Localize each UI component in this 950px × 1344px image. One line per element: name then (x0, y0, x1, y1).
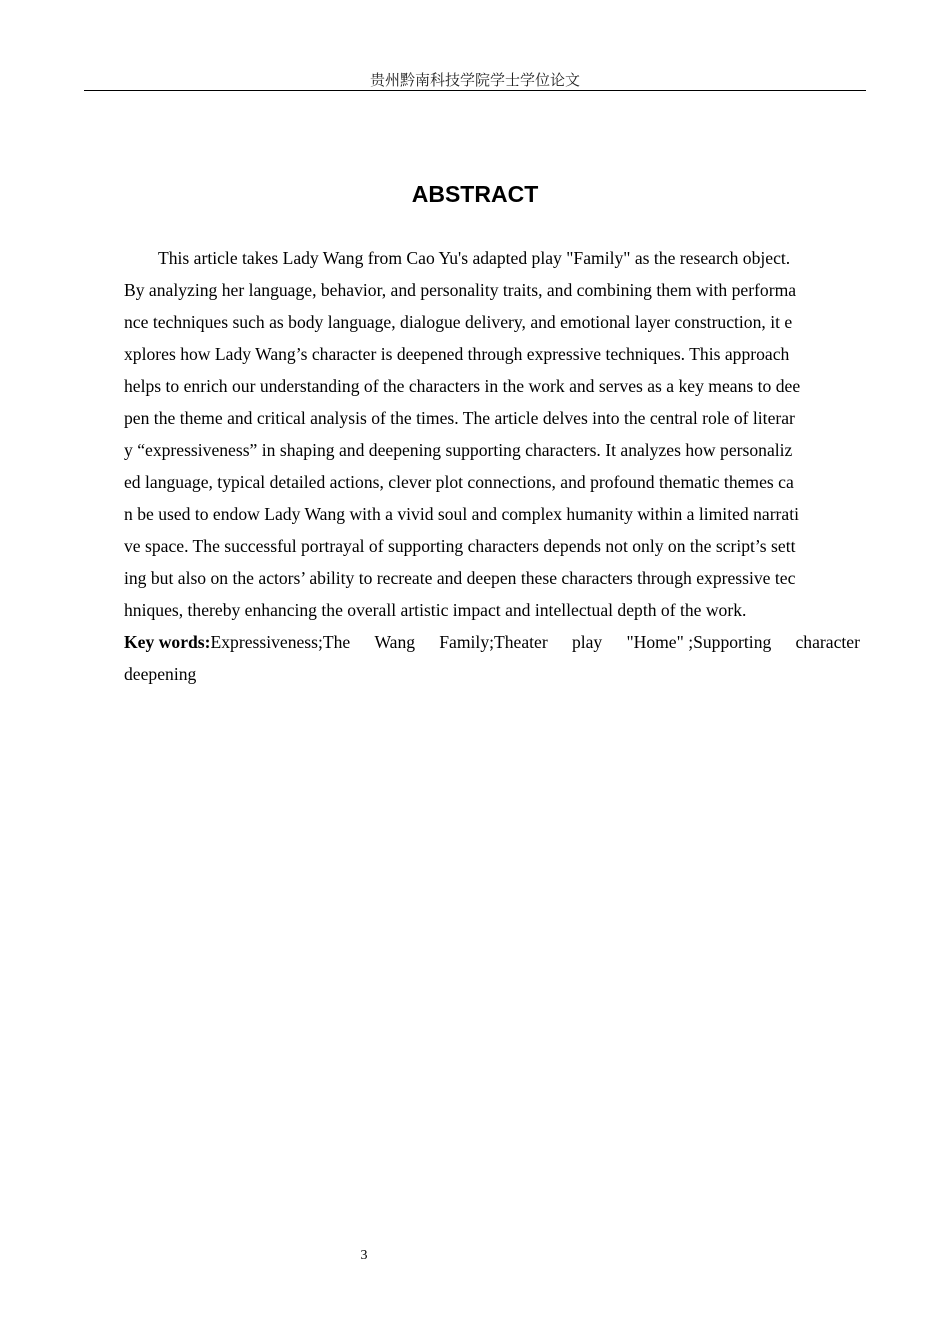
keywords-label: Key words: (124, 632, 211, 652)
keywords-continuation: deepening (124, 664, 197, 684)
abstract-line: nce techniques such as body language, dialogue delivery, and emotional layer construction, it e (124, 312, 793, 332)
keyword-word: play (571, 632, 603, 652)
abstract-line: n be used to endow Lady Wang with a vivid soul and complex humanity within a limited narrati (124, 504, 799, 524)
page-number: 3 (360, 1248, 368, 1263)
abstract-line: xplores how Lady Wang’s character is deepened through expressive techniques. This approach (124, 344, 790, 364)
keyword-word: Expressiveness;The (210, 632, 351, 652)
keyword-word: "Home" ;Supporting (626, 632, 772, 652)
keyword-word: Family;Theater (439, 632, 548, 652)
keywords-line (124, 626, 860, 658)
abstract-line: helps to enrich our understanding of the characters in the work and serves as a key means to dee (124, 376, 801, 396)
abstract-title: ABSTRACT (411, 181, 539, 207)
keyword-word: character (795, 632, 860, 652)
abstract-line: ve space. The successful portrayal of supporting characters depends not only on the script’s sett (124, 536, 796, 556)
abstract-line: y “expressiveness” in shaping and deepening supporting characters. It analyzes how personaliz (124, 440, 793, 460)
header-rule (84, 90, 866, 91)
abstract-line: ed language, typical detailed actions, clever plot connections, and profound thematic themes ca (124, 472, 794, 492)
keywords-segment (124, 626, 350, 658)
abstract-line: This article takes Lady Wang from Cao Yu's adapted play "Family" as the research object. (158, 248, 791, 268)
abstract-line: hniques, thereby enhancing the overall artistic impact and intellectual depth of the work. (124, 600, 747, 620)
abstract-line: ing but also on the actors’ ability to recreate and deepen these characters through expressive tec (124, 568, 796, 588)
abstract-line: pen the theme and critical analysis of the times. The article delves into the central role of literar (124, 408, 795, 428)
abstract-body (124, 242, 860, 690)
abstract-line: By analyzing her language, behavior, and personality traits, and combining them with performa (124, 280, 797, 300)
keyword-word: Wang (374, 632, 416, 652)
page-header: 贵州黔南科技学院学士学位论文 (369, 71, 580, 89)
